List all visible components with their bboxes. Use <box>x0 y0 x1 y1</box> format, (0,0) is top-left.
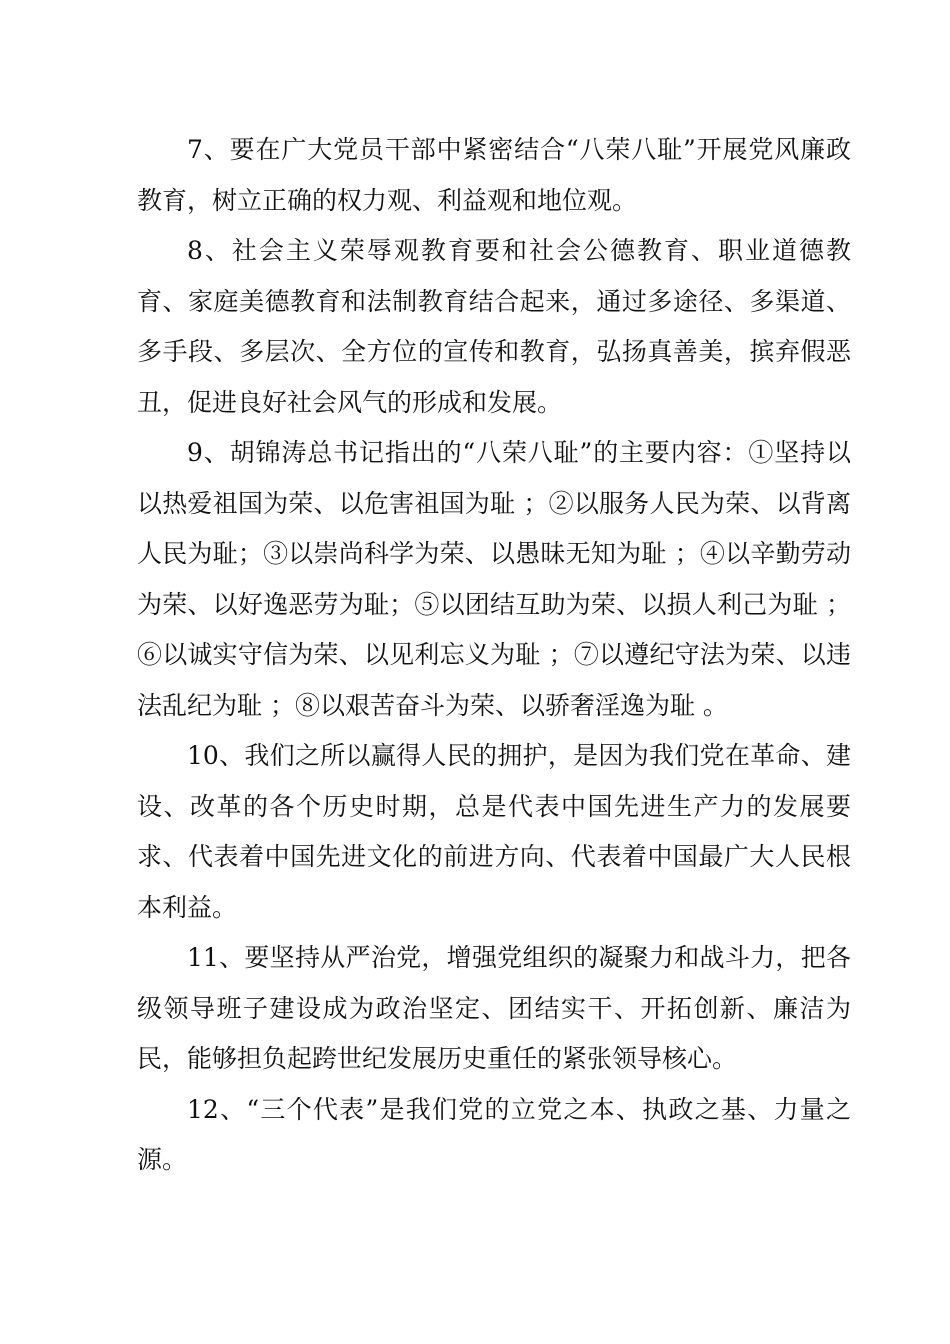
paragraph-12: 12、“三个代表”是我们党的立党之本、执政之基、力量之源。 <box>137 1094 851 1174</box>
paragraph-10: 10、我们之所以赢得人民的拥护，是因为我们党在革命、建设、改革的各个历史时期，总是代表中国先进生产力的发展要求、代表着中国先进文化的前进方向、代表着中国最广大人民根本利益。 <box>137 741 851 922</box>
document-body <box>137 125 851 1186</box>
paragraph-8: 8、社会主义荣辱观教育要和社会公德教育、职业道德教育、家庭美德教育和法制教育结合起来，通过多途径、多渠道、多手段、多层次、全方位的宣传和教育，弘扬真善美，摈弃假恶丑，促进良好社会风气的形成和发展。 <box>137 236 851 417</box>
paragraph-7: 7、要在广大党员干部中紧密结合“八荣八耻”开展党风廉政教育，树立正确的权力观、利益观和地位观。 <box>137 135 851 215</box>
paragraph-11: 11、要坚持从严治党，增强党组织的凝聚力和战斗力，把各级领导班子建设成为政治坚定、团结实干、开拓创新、廉洁为民，能够担负起跨世纪发展历史重任的紧张领导核心。 <box>137 943 851 1073</box>
paragraph-9: 9、胡锦涛总书记指出的“八荣八耻”的主要内容：①坚持以以热爱祖国为荣、以危害祖国为耻 ；②以服务人民为荣、以背离人民为耻；③以崇尚科学为荣、以愚昧无知为耻 ；④以辛勤劳动为荣、以好逸恶劳为耻；⑤以团结互助为荣、以损人利己为耻 ；⑥以诚实守信为荣、以见利忘义为耻 ；⑦以遵纪守法为荣、以违法乱纪为耻 ；⑧以艰苦奋斗为荣、以骄奢淫逸为耻 。 <box>137 438 851 720</box>
